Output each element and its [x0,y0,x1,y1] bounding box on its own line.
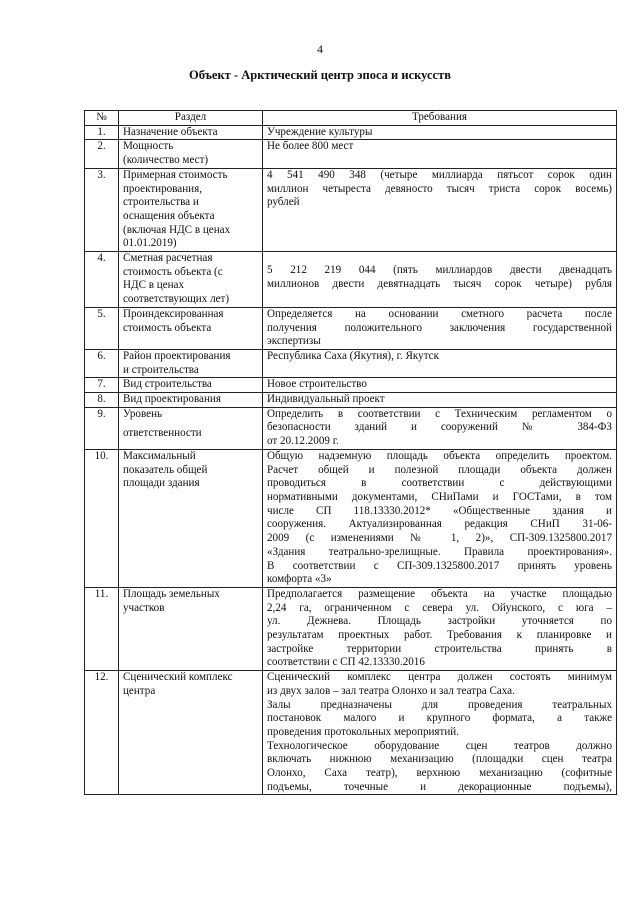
row-requirements: Определяется на основании сметного расчета после получения положительного заключения государственной экспертизы [263,307,617,349]
table-row [85,587,617,670]
row-requirements: 4 541 490 348 (четыре миллиарда пятьсот сорок один миллион четыреста девяносто тысяч триста сорок восемь) рублей [263,168,617,251]
row-requirements: Сценический комплекс центра должен состоять минимум из двух залов – зал театра Олонхо и зал театра Саха. Залы предназначены для проведения театральных постановок малого и крупного формата, а также проведения протокольных мероприятий. Технологическое оборудование сцен театров должно включать нижнюю механизацию (площадки сцен театра Олонхо, Саха театр), верхнюю механизацию (софитные подъемы, точечные и декорационные подъемы), [263,671,617,795]
row-number: 2. [85,140,119,168]
row-number: 9. [85,407,119,449]
row-section: Уровень ответственности [119,407,263,449]
row-requirements: Учреждение культуры [263,125,617,140]
row-number: 3. [85,168,119,251]
table-header-row [85,111,617,126]
table-row [85,125,617,140]
row-number: 1. [85,125,119,140]
table-row [85,252,617,308]
row-requirements: Предполагается размещение объекта на участке площадью 2,24 га, ограниченном с севера ул. Ойунского, с юга – ул. Дежнева. Площадь застройки уточняется по результатам проектных работ. Требования к планировке и застройке территории строительства принять в соответствии с СП 42.13330.2016 [263,587,617,670]
header-section: Раздел [119,111,263,126]
table-row [85,168,617,251]
row-number: 8. [85,393,119,408]
row-requirements: Республика Саха (Якутия), г. Якутск [263,349,617,377]
page-number: 4 [317,42,323,56]
table-row [85,393,617,408]
row-number: 6. [85,349,119,377]
row-section: Площадь земельных участков [119,587,263,670]
row-number: 11. [85,587,119,670]
row-section: Назначение объекта [119,125,263,140]
row-section: Проиндексированная стоимость объекта [119,307,263,349]
header-number: № [85,111,119,126]
row-section: Примерная стоимость проектирования, строительства и оснащения объекта (включая НДС в ценах 01.01.2019) [119,168,263,251]
table-row [85,378,617,393]
row-number: 10. [85,449,119,587]
header-requirements: Требования [263,111,617,126]
row-section: Сценический комплекс центра [119,671,263,795]
row-section: Мощность (количество мест) [119,140,263,168]
table-row [85,349,617,377]
requirements-table [84,110,617,795]
row-requirements: Общую надземную площадь объекта определить проектом. Расчет общей и полезной площади объекта должен проводиться в соответствии с действующими нормативными документами, СНиПами и ГОСТами, в том числе СП 118.13330.2012* «Общественные здания и сооружения. Актуализированная редакция СНиП 31-06- 2009 (с изменениями № 1, 2)», СП-309.1325800.2017 «Здания театрально-зрелищные. Правила проектирования». В соответствии с СП-309.1325800.2017 принять уровень комфорта «3» [263,449,617,587]
table-row [85,671,617,795]
row-section: Район проектирования и строительства [119,349,263,377]
row-number: 5. [85,307,119,349]
row-requirements: 5 212 219 044 (пять миллиардов двести двенадцать миллионов двести девятнадцать тысяч сорок четыре) рубля [263,252,617,308]
row-section: Вид строительства [119,378,263,393]
table-row [85,449,617,587]
row-number: 12. [85,671,119,795]
row-requirements: Определить в соответствии с Техническим регламентом о безопасности зданий и сооружений № 384-ФЗ от 20.12.2009 г. [263,407,617,449]
row-section: Максимальный показатель общей площади здания [119,449,263,587]
row-number: 4. [85,252,119,308]
table-row [85,407,617,449]
table-row [85,140,617,168]
table-row [85,307,617,349]
row-section: Сметная расчетная стоимость объекта (с НДС в ценах соответствующих лет) [119,252,263,308]
row-number: 7. [85,378,119,393]
row-requirements: Не более 800 мест [263,140,617,168]
row-requirements: Индивидуальный проект [263,393,617,408]
row-requirements: Новое строительство [263,378,617,393]
row-section: Вид проектирования [119,393,263,408]
document-title: Объект - Арктический центр эпоса и искусств [188,68,451,82]
